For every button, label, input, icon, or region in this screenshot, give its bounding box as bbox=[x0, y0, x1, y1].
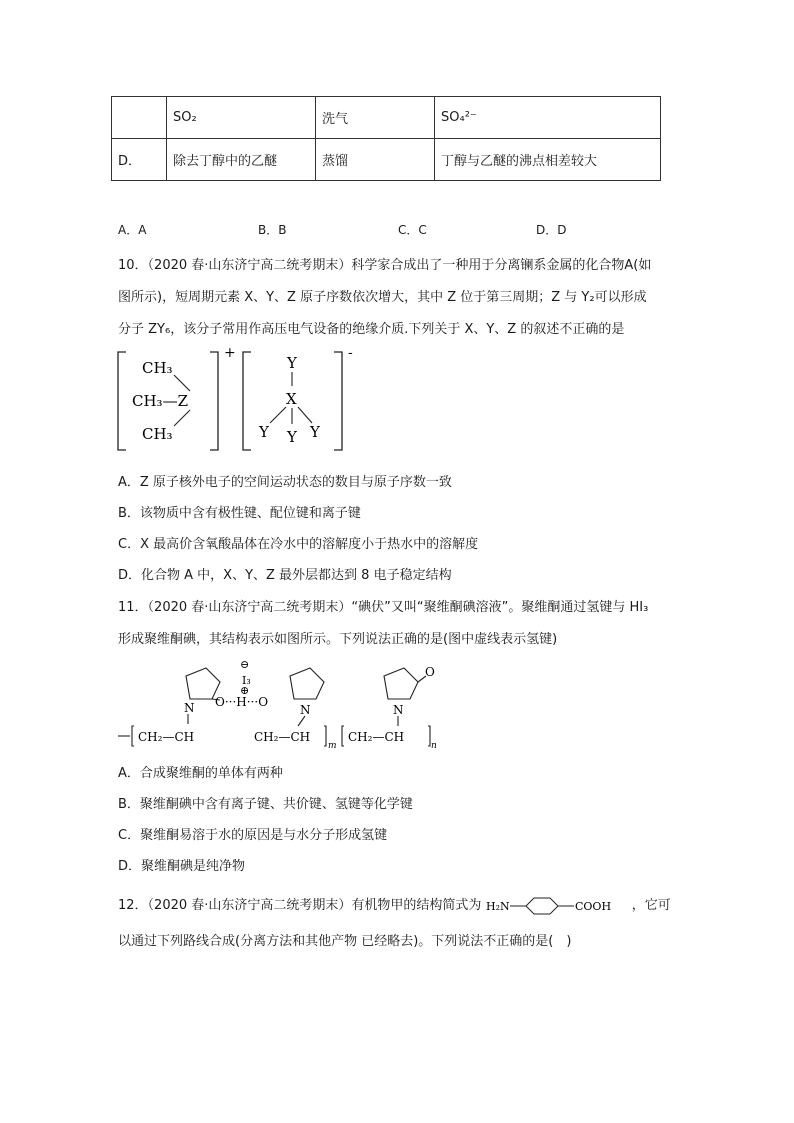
q10-option-c[interactable]: C．X 最高价含氧酸晶体在冷水中的溶解度小于热水中的溶解度 bbox=[118, 537, 479, 552]
table-cell: 蒸馏 bbox=[316, 139, 435, 181]
anion-charge: - bbox=[348, 345, 353, 361]
q12-line1 bbox=[118, 894, 671, 917]
table-cell: D． bbox=[112, 139, 167, 181]
nitrogen-label: N bbox=[300, 703, 311, 717]
q10-line3: 分子 ZY₆，该分子常用作高压电气设备的绝缘介质.下列关于 X、Y、Z 的叙述不正确的是 bbox=[118, 322, 625, 337]
atom-y: Y bbox=[259, 423, 269, 441]
atom-y: Y bbox=[287, 428, 297, 446]
table-cell: SO₄²⁻ bbox=[435, 97, 661, 139]
q10-option-d[interactable]: D．化合物 A 中，X、Y、Z 最外层都达到 8 电子稳定结构 bbox=[118, 568, 452, 583]
plus-sign: ⊕ bbox=[240, 684, 250, 697]
aminobenzoic-acid-formula bbox=[486, 895, 628, 917]
carboxyl-group: COOH bbox=[574, 899, 611, 913]
hydrogen-bond-label: O···H···O bbox=[215, 695, 269, 709]
subscript-m: m bbox=[328, 741, 337, 749]
methyl-z-label: CH₃—Z bbox=[132, 392, 188, 410]
chain-left: CH₂—CH bbox=[138, 730, 195, 744]
table-cell: 洗气 bbox=[316, 97, 435, 139]
choice-b[interactable]: B．B bbox=[258, 223, 287, 237]
q10-line1: 10．（2020 春·山东济宁高二统考期末）科学家合成出了一种用于分离镧系金属的化合物A(如 bbox=[118, 258, 652, 273]
choice-c[interactable]: C．C bbox=[398, 223, 427, 237]
compound-a-structure bbox=[112, 344, 372, 459]
q10-option-a[interactable]: A．Z 原子核外电子的空间运动状态的数目与原子序数一致 bbox=[118, 475, 452, 490]
q11-line1: 11．（2020 春·山东济宁高二统考期末）“碘伏”又叫“聚维酮碘溶液”。聚维酮通过氢键与 HI₃ bbox=[118, 600, 649, 615]
atom-x: X bbox=[286, 390, 297, 408]
amino-group: H₂N bbox=[485, 899, 510, 913]
methyl-label: CH₃ bbox=[142, 359, 173, 377]
q11-line2: 形成聚维酮碘，其结构表示如图所示。下列说法正确的是(图中虚线表示氢键) bbox=[118, 632, 558, 647]
chain-middle: CH₂—CH bbox=[254, 730, 311, 744]
choice-a[interactable]: A．A bbox=[118, 223, 147, 237]
subscript-n: n bbox=[431, 741, 437, 749]
q12-text-pre: 12．（2020 春·山东济宁高二统考期末）有机物甲的结构简式为 bbox=[118, 898, 482, 913]
q11-option-c[interactable]: C．聚维酮易溶于水的原因是与水分子形成氢键 bbox=[118, 828, 388, 843]
table-cell: SO₂ bbox=[167, 97, 316, 139]
q12-line2: 以通过下列路线合成(分离方法和其他产物 已经略去)。下列说法不正确的是( ) bbox=[118, 934, 572, 949]
q12-text-post: ，它可 bbox=[631, 898, 671, 913]
triiodide-label: I₃ bbox=[242, 674, 251, 687]
q11-option-d[interactable]: D．聚维酮碘是纯净物 bbox=[118, 859, 246, 874]
separation-table bbox=[111, 96, 661, 181]
table-row bbox=[112, 97, 661, 139]
cation-charge: + bbox=[224, 345, 236, 361]
nitrogen-label: N bbox=[393, 703, 404, 717]
atom-y: Y bbox=[287, 354, 297, 372]
minus-sign: ⊖ bbox=[240, 658, 250, 671]
table-row bbox=[112, 139, 661, 181]
q10-option-b[interactable]: B．该物质中含有极性键、配位键和离子键 bbox=[118, 506, 361, 521]
nitrogen-label: N bbox=[184, 701, 195, 715]
q10-line2: 图所示)，短周期元素 X、Y、Z 原子序数依次增大，其中 Z 位于第三周期；Z 与 Y₂可以形成 bbox=[118, 290, 647, 305]
q11-option-a[interactable]: A．合成聚维酮的单体有两种 bbox=[118, 766, 283, 781]
oxygen-label: O bbox=[425, 665, 435, 679]
table-cell: 丁醇与乙醚的沸点相差较大 bbox=[435, 139, 661, 181]
chain-right: CH₂—CH bbox=[348, 730, 405, 744]
table-cell bbox=[112, 97, 167, 139]
table-cell: 除去丁醇中的乙醚 bbox=[167, 139, 316, 181]
choice-d[interactable]: D．D bbox=[536, 223, 567, 237]
atom-y: Y bbox=[310, 423, 320, 441]
methyl-label: CH₃ bbox=[142, 425, 173, 443]
q11-option-b[interactable]: B．聚维酮碘中含有离子键、共价键、氢键等化学键 bbox=[118, 797, 413, 812]
povidone-iodine-structure bbox=[112, 654, 442, 749]
